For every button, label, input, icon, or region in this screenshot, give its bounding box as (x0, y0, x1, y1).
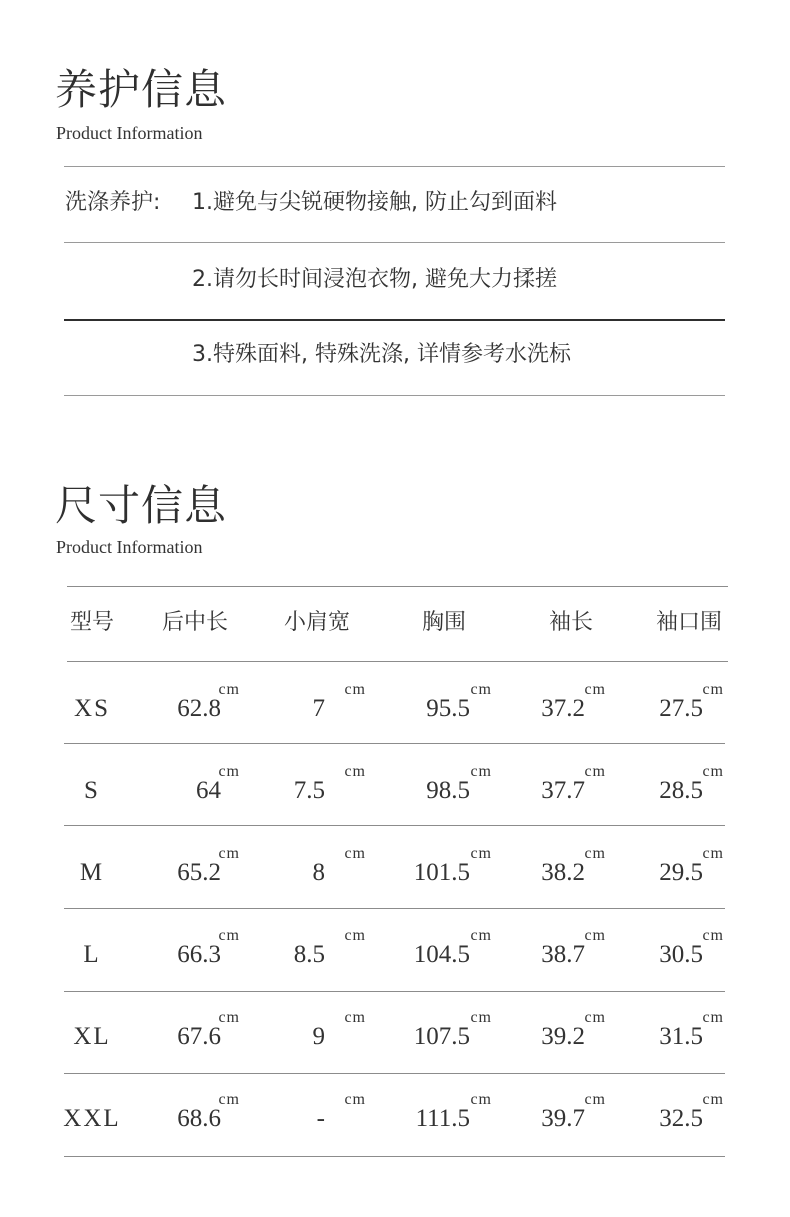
cell-cuff: 27.5 (659, 695, 703, 722)
divider (64, 395, 725, 396)
row-divider (64, 1073, 725, 1074)
unit-label: cm (584, 1009, 606, 1026)
care-line-2: 2.请勿长时间浸泡衣物, 避免大力揉搓 (192, 267, 557, 292)
unit-label: cm (470, 927, 492, 944)
size-subtitle: Product Information (56, 537, 203, 557)
unit-label: cm (702, 845, 724, 862)
unit-label: cm (702, 927, 724, 944)
unit-label: cm (584, 927, 606, 944)
cell-chest: 104.5 (413, 941, 470, 968)
cell-sleeve-length: 39.7 (541, 1105, 585, 1132)
divider (64, 319, 725, 321)
unit-label: cm (702, 763, 724, 780)
care-label: 洗涤养护: (65, 190, 161, 215)
cell-chest: 98.5 (426, 777, 470, 804)
header-shoulder: 小肩宽 (283, 610, 351, 635)
unit-label: cm (344, 845, 366, 862)
size-label: XS (74, 695, 110, 722)
unit-label: cm (702, 681, 724, 698)
size-label: L (83, 941, 101, 968)
header-chest: 胸围 (421, 610, 467, 635)
unit-label: cm (344, 1091, 366, 1108)
row-divider (64, 991, 725, 992)
unit-label: cm (702, 1009, 724, 1026)
unit-label: cm (344, 927, 366, 944)
header-sleeve-length: 袖长 (548, 610, 594, 635)
size-label: M (79, 859, 105, 886)
unit-label: cm (344, 763, 366, 780)
unit-label: cm (702, 1091, 724, 1108)
cell-shoulder: 7.5 (293, 777, 325, 804)
cell-sleeve-length: 37.7 (541, 777, 585, 804)
divider (64, 166, 725, 167)
unit-label: cm (584, 1091, 606, 1108)
cell-back-length: 62.8 (177, 695, 221, 722)
cell-chest: 107.5 (413, 1023, 470, 1050)
cell-back-length: 65.2 (177, 859, 221, 886)
row-divider (64, 1156, 725, 1157)
unit-label: cm (218, 1091, 240, 1108)
cell-back-length: 68.6 (177, 1105, 221, 1132)
cell-cuff: 30.5 (659, 941, 703, 968)
unit-label: cm (584, 763, 606, 780)
cell-shoulder: 7 (312, 695, 325, 722)
unit-label: cm (584, 681, 606, 698)
divider (64, 242, 725, 243)
unit-label: cm (470, 845, 492, 862)
row-divider (64, 743, 725, 744)
unit-label: cm (470, 1091, 492, 1108)
cell-back-length: 64 (196, 777, 221, 804)
cell-cuff: 28.5 (659, 777, 703, 804)
row-divider (64, 908, 725, 909)
cell-shoulder: 8.5 (293, 941, 325, 968)
care-line-1: 1.避免与尖锐硬物接触, 防止勾到面料 (192, 190, 557, 215)
unit-label: cm (218, 1009, 240, 1026)
row-divider (64, 825, 725, 826)
unit-label: cm (470, 763, 492, 780)
cell-shoulder: 8 (312, 859, 325, 886)
size-label: XXL (63, 1105, 121, 1132)
cell-chest: 111.5 (415, 1105, 470, 1132)
care-title: 养护信息 (55, 65, 228, 114)
cell-chest: 95.5 (426, 695, 470, 722)
cell-sleeve-length: 38.7 (541, 941, 585, 968)
cell-shoulder: - (316, 1105, 325, 1132)
cell-sleeve-length: 37.2 (541, 695, 585, 722)
unit-label: cm (470, 681, 492, 698)
cell-cuff: 31.5 (659, 1023, 703, 1050)
cell-sleeve-length: 39.2 (541, 1023, 585, 1050)
unit-label: cm (218, 927, 240, 944)
care-subtitle: Product Information (56, 123, 203, 143)
unit-label: cm (218, 845, 240, 862)
cell-chest: 101.5 (413, 859, 470, 886)
cell-sleeve-length: 38.2 (541, 859, 585, 886)
cell-cuff: 29.5 (659, 859, 703, 886)
unit-label: cm (218, 681, 240, 698)
cell-back-length: 66.3 (177, 941, 221, 968)
unit-label: cm (584, 845, 606, 862)
cell-cuff: 32.5 (659, 1105, 703, 1132)
header-cuff: 袖口围 (655, 610, 723, 635)
table-top-rule (67, 586, 728, 587)
size-label: XL (73, 1023, 111, 1050)
care-line-3: 3.特殊面料, 特殊洗涤, 详情参考水洗标 (192, 342, 571, 367)
header-rule (67, 661, 728, 662)
cell-shoulder: 9 (312, 1023, 325, 1050)
unit-label: cm (470, 1009, 492, 1026)
header-model: 型号 (69, 610, 115, 635)
size-label: S (84, 777, 100, 804)
size-title: 尺寸信息 (55, 481, 228, 530)
cell-back-length: 67.6 (177, 1023, 221, 1050)
unit-label: cm (344, 681, 366, 698)
unit-label: cm (344, 1009, 366, 1026)
unit-label: cm (218, 763, 240, 780)
header-back-length: 后中长 (161, 610, 229, 635)
